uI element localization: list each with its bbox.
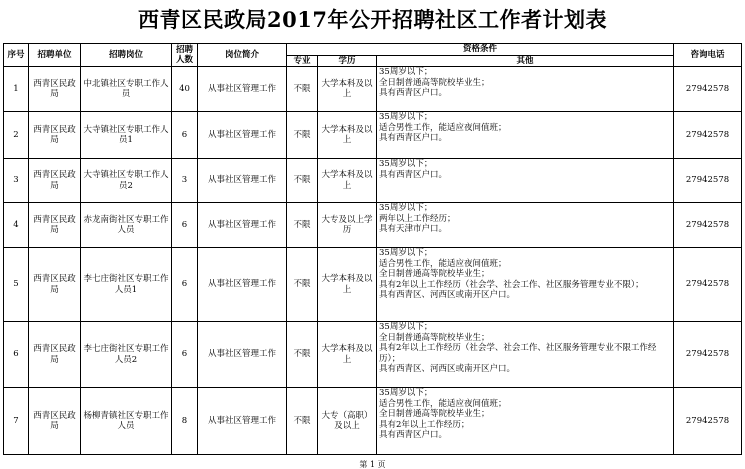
requirement-line: 35周岁以下；	[379, 388, 433, 398]
row-intro: 从事社区管理工作	[198, 67, 287, 112]
requirement-line: 具有天津市户口。	[379, 224, 448, 234]
requirement-line: 两年以上工作经历；	[379, 213, 456, 224]
row-position: 李七庄街社区专职工作人员2	[81, 322, 172, 388]
row-unit: 西青区民政局	[29, 322, 81, 388]
row-position: 杨柳青镇社区专职工作人员	[81, 388, 172, 455]
row-intro: 从事社区管理工作	[198, 159, 287, 203]
row-education: 大专及以上学历	[318, 203, 377, 248]
requirement-line: 全日制普通高等院校毕业生；	[379, 269, 490, 279]
row-major: 不限	[287, 112, 318, 159]
row-other	[377, 159, 674, 203]
requirement-line: 具有西青区户口。	[379, 133, 448, 143]
header-other: 其他	[377, 55, 674, 67]
row-education: 大专（高职）及以上	[318, 388, 377, 455]
page-footer: 第 1 页	[359, 460, 386, 469]
row-other	[377, 203, 674, 248]
row-other	[377, 112, 674, 159]
row-education: 大学本科及以上	[318, 248, 377, 322]
row-intro: 从事社区管理工作	[198, 248, 287, 322]
row-other	[377, 322, 674, 388]
row-position: 李七庄街社区专职工作人员1	[81, 248, 172, 322]
table-row	[4, 159, 742, 203]
table-row	[4, 112, 742, 159]
row-education: 大学本科及以上	[318, 322, 377, 388]
row-education: 大学本科及以上	[318, 67, 377, 112]
table-row	[4, 388, 742, 455]
requirement-line: 具有2年以上工作经历；	[379, 419, 470, 430]
header-phone: 咨询电话	[674, 44, 742, 67]
header-count: 招聘人数	[172, 44, 198, 67]
row-intro: 从事社区管理工作	[198, 203, 287, 248]
row-phone: 27942578	[674, 112, 742, 159]
row-count: 6	[172, 248, 198, 322]
row-major: 不限	[287, 388, 318, 455]
row-intro: 从事社区管理工作	[198, 112, 287, 159]
row-major: 不限	[287, 159, 318, 203]
requirement-line: 具有西青区户口。	[379, 169, 448, 180]
row-phone: 27942578	[674, 388, 742, 455]
row-unit: 西青区民政局	[29, 203, 81, 248]
requirement-line: 35周岁以下；	[379, 112, 433, 122]
table-row	[4, 67, 742, 112]
requirement-line: 35周岁以下；	[379, 248, 433, 258]
row-major: 不限	[287, 203, 318, 248]
row-phone: 27942578	[674, 322, 742, 388]
requirement-line: 具有2年以上工作经历（社会学、社会工作、社区服务管理专业不限）；	[379, 279, 644, 290]
row-intro: 从事社区管理工作	[198, 388, 287, 455]
requirement-line: 适合男性工作，能适应夜间值班；	[379, 122, 507, 133]
requirement-line: 全日制普通高等院校毕业生；	[379, 77, 490, 88]
requirement-line: 具有西青区、河西区或南开区户口。	[379, 290, 516, 300]
row-unit: 西青区民政局	[29, 67, 81, 112]
recruitment-table	[3, 43, 742, 455]
requirement-line: 具有2年以上工作经历（社会学、社会工作、社区服务管理专业不限工作经历）；	[379, 343, 657, 364]
row-education: 大学本科及以上	[318, 159, 377, 203]
row-intro: 从事社区管理工作	[198, 322, 287, 388]
row-position: 大寺镇社区专职工作人员2	[81, 159, 172, 203]
row-unit: 西青区民政局	[29, 248, 81, 322]
row-count: 40	[172, 67, 198, 112]
table-row	[4, 322, 742, 388]
row-count: 3	[172, 159, 198, 203]
requirement-line: 全日制普通高等院校毕业生；	[379, 332, 490, 343]
row-other	[377, 388, 674, 455]
header-index: 序号	[4, 44, 29, 67]
row-education: 大学本科及以上	[318, 112, 377, 159]
header-intro: 岗位简介	[198, 44, 287, 67]
row-position: 赤龙南街社区专职工作人员	[81, 203, 172, 248]
row-major: 不限	[287, 322, 318, 388]
row-other	[377, 67, 674, 112]
row-count: 6	[172, 112, 198, 159]
requirement-line: 具有西青区户口。	[379, 88, 448, 98]
row-index: 3	[4, 159, 29, 203]
requirement-line: 35周岁以下；	[379, 322, 433, 332]
requirement-line: 适合男性工作，能适应夜间值班；	[379, 258, 507, 269]
row-unit: 西青区民政局	[29, 112, 81, 159]
page-title: 西青区民政局2017年公开招聘社区工作者计划表	[138, 7, 607, 32]
row-unit: 西青区民政局	[29, 388, 81, 455]
row-index: 7	[4, 388, 29, 455]
table-row	[4, 203, 742, 248]
requirement-line: 35周岁以下；	[379, 159, 433, 169]
row-position: 中北镇社区专职工作人员	[81, 67, 172, 112]
requirement-line: 35周岁以下；	[379, 203, 433, 213]
row-index: 2	[4, 112, 29, 159]
header-requirements: 资格条件	[287, 44, 674, 56]
table-row	[4, 248, 742, 322]
requirement-line: 具有西青区户口。	[379, 430, 448, 440]
row-count: 8	[172, 388, 198, 455]
row-index: 5	[4, 248, 29, 322]
header-education: 学历	[318, 55, 377, 67]
row-position: 大寺镇社区专职工作人员1	[81, 112, 172, 159]
header-unit: 招聘单位	[29, 44, 81, 67]
row-phone: 27942578	[674, 248, 742, 322]
header-major: 专业	[287, 55, 318, 67]
row-major: 不限	[287, 248, 318, 322]
row-count: 6	[172, 322, 198, 388]
row-other	[377, 248, 674, 322]
requirement-line: 适合男性工作，能适应夜间值班；	[379, 398, 507, 409]
row-count: 6	[172, 203, 198, 248]
row-phone: 27942578	[674, 67, 742, 112]
row-index: 4	[4, 203, 29, 248]
row-unit: 西青区民政局	[29, 159, 81, 203]
row-major: 不限	[287, 67, 318, 112]
requirement-line: 全日制普通高等院校毕业生；	[379, 409, 490, 419]
requirement-line: 具有西青区、河西区或南开区户口。	[379, 364, 516, 374]
row-phone: 27942578	[674, 159, 742, 203]
header-position: 招聘岗位	[81, 44, 172, 67]
row-index: 6	[4, 322, 29, 388]
requirement-line: 35周岁以下；	[379, 67, 433, 77]
row-index: 1	[4, 67, 29, 112]
table-body	[4, 67, 742, 455]
row-phone: 27942578	[674, 203, 742, 248]
